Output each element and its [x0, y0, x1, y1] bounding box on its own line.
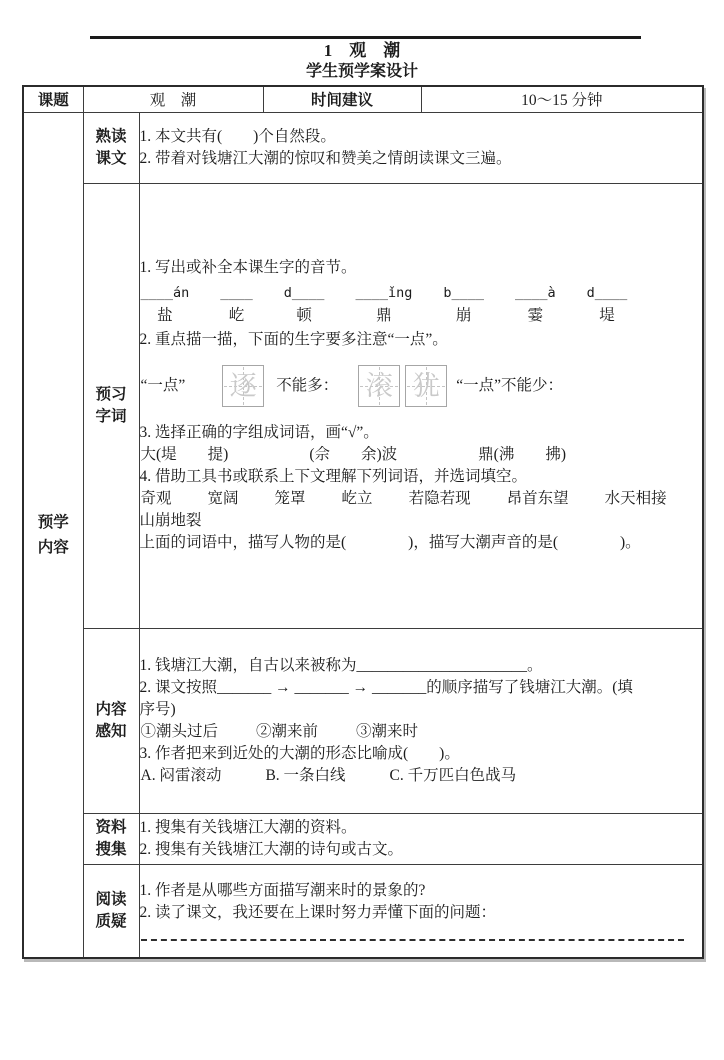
task-line: 1. 搜集有关钱塘江大潮的资料。 — [139, 818, 357, 836]
task-line: 序号) — [139, 700, 176, 718]
pinyin-blank: ____ — [220, 285, 253, 301]
row-reading-questions — [23, 864, 703, 958]
material-collection-content — [139, 813, 703, 864]
choose-word-options — [141, 444, 703, 466]
sequence-option: ②潮来前 — [256, 722, 319, 740]
read-aloud-content — [139, 112, 703, 183]
hanzi: 顿 — [296, 307, 312, 324]
task-line: 2. 带着对钱塘江大潮的惊叹和赞美之情朗读课文三遍。 — [139, 149, 512, 167]
task-line: 2. 读了课文，我还要在上课时努力弄懂下面的问题： — [139, 904, 497, 922]
abc-option: C. 千万匹白色战马 — [389, 766, 517, 784]
hanzi: 盐 — [157, 307, 173, 324]
word-choice: (佘 余)波 — [309, 446, 398, 463]
trace-ghost-char: 逐 — [229, 371, 257, 401]
pinyin-blank: ____án — [140, 285, 190, 301]
word-bank-item: 昂首东望 — [506, 490, 569, 507]
word-bank-item: 屹立 — [341, 490, 373, 507]
task-line: 3. 作者把来到近处的大潮的形态比喻成( )。 — [139, 744, 460, 762]
side-label-pre-study: 预学 内容 — [23, 112, 83, 958]
pinyin-blank: b____ — [443, 285, 484, 301]
fill-blank-line: 上面的词语中，描写人物的是( )，描写大潮声音的是( )。 — [139, 534, 641, 551]
task-line: 1. 钱塘江大潮，自古以来被称为______________________。 — [139, 656, 543, 674]
section-label-reading-questions: 阅读 质疑 — [83, 864, 139, 958]
trace-box — [222, 365, 264, 407]
trace-mid-text: 不能多： — [276, 377, 339, 394]
word-bank-item: 山崩地裂 — [139, 512, 202, 529]
word-bank-item: 水天相接 — [604, 490, 667, 507]
section-label-read-aloud: 熟读 课文 — [83, 112, 139, 183]
reading-questions-content — [139, 864, 703, 958]
task-line: 2. 重点描一描，下面的生字要多注意“一点”。 — [139, 331, 448, 348]
section-label-content-perception: 内容 感知 — [83, 628, 139, 813]
sequence-options — [141, 721, 703, 743]
pinyin-item — [141, 282, 190, 327]
trace-ghost-char: 犹 — [412, 371, 440, 401]
task-line: 1. 作者是从哪些方面描写潮来时的景象的? — [139, 882, 426, 900]
course-value: 观 潮 — [83, 86, 263, 112]
hanzi: 鼎 — [376, 307, 392, 324]
trace-box — [358, 365, 400, 407]
task-line: 2. 课文按照_______ → _______ → _______的顺序描写了钱塘江大潮。(填 — [139, 678, 633, 696]
course-label: 课题 — [23, 86, 83, 112]
content-perception-content — [139, 628, 703, 813]
word-bank — [141, 488, 703, 510]
section-label-preview-words: 预习 字词 — [83, 183, 139, 628]
trace-prefix-text: “一点” — [140, 377, 186, 394]
pinyin-item — [355, 282, 412, 327]
task-line: 3. 选择正确的字组成词语，画“√”。 — [139, 424, 379, 441]
section-label-material-collection: 资料 搜集 — [83, 813, 139, 864]
word-bank-item: 若隐若现 — [408, 490, 471, 507]
hanzi: 堤 — [599, 307, 615, 324]
hanzi: 霎 — [527, 307, 544, 324]
pinyin-item — [515, 282, 556, 327]
trace-suffix-text: “一点”不能少： — [456, 377, 564, 394]
worksheet-table — [22, 85, 704, 959]
row-material-collection — [23, 813, 703, 864]
trace-ghost-char: 滚 — [365, 371, 393, 401]
word-bank-item: 宽阔 — [207, 490, 239, 507]
time-suggestion-label: 时间建议 — [263, 86, 421, 112]
word-choice: 鼎(沸 拂) — [478, 446, 566, 463]
trace-box — [405, 365, 447, 407]
task-line: 1. 写出或补全本课生字的音节。 — [139, 259, 357, 276]
pinyin-blank: d____ — [283, 285, 325, 301]
abc-option: B. 一条白线 — [265, 766, 346, 784]
pinyin-blank: ____ǐng — [355, 285, 413, 301]
pinyin-exercise — [141, 282, 703, 327]
top-rule — [90, 36, 641, 39]
abc-option: A. 闷雷滚动 — [140, 766, 222, 784]
word-bank-item: 奇观 — [140, 490, 172, 507]
page-title: 1 观 潮 — [323, 41, 401, 60]
hanzi: 屹 — [228, 307, 245, 324]
answer-blank-line — [141, 939, 684, 941]
pinyin-item — [220, 282, 253, 327]
word-bank-item: 笼罩 — [274, 490, 306, 507]
row-content-perception — [23, 628, 703, 813]
task-line: 1. 本文共有( )个自然段。 — [139, 127, 336, 145]
row-read-aloud — [23, 112, 703, 183]
preview-words-content — [139, 183, 703, 628]
page-subtitle: 学生预学案设计 — [305, 63, 418, 80]
pinyin-item — [284, 282, 325, 327]
abc-options — [141, 765, 703, 787]
trace-exercise — [141, 364, 703, 408]
pinyin-blank: ____à — [514, 285, 556, 301]
task-line: 2. 搜集有关钱塘江大潮的诗句或古文。 — [139, 840, 404, 858]
row-preview-words — [23, 183, 703, 628]
sequence-option: ①潮头过后 — [140, 722, 219, 740]
pinyin-item — [443, 282, 484, 327]
header-row — [23, 86, 703, 112]
task-line: 4. 借助工具书或联系上下文理解下列词语，并选词填空。 — [139, 468, 528, 485]
word-choice: 大(堤 提) — [140, 446, 229, 463]
pinyin-blank: d____ — [586, 285, 628, 301]
pinyin-item — [587, 282, 628, 327]
sequence-option: ③潮来时 — [356, 722, 419, 740]
time-suggestion-value: 10～15 分钟 — [421, 86, 703, 112]
hanzi: 崩 — [455, 307, 472, 324]
